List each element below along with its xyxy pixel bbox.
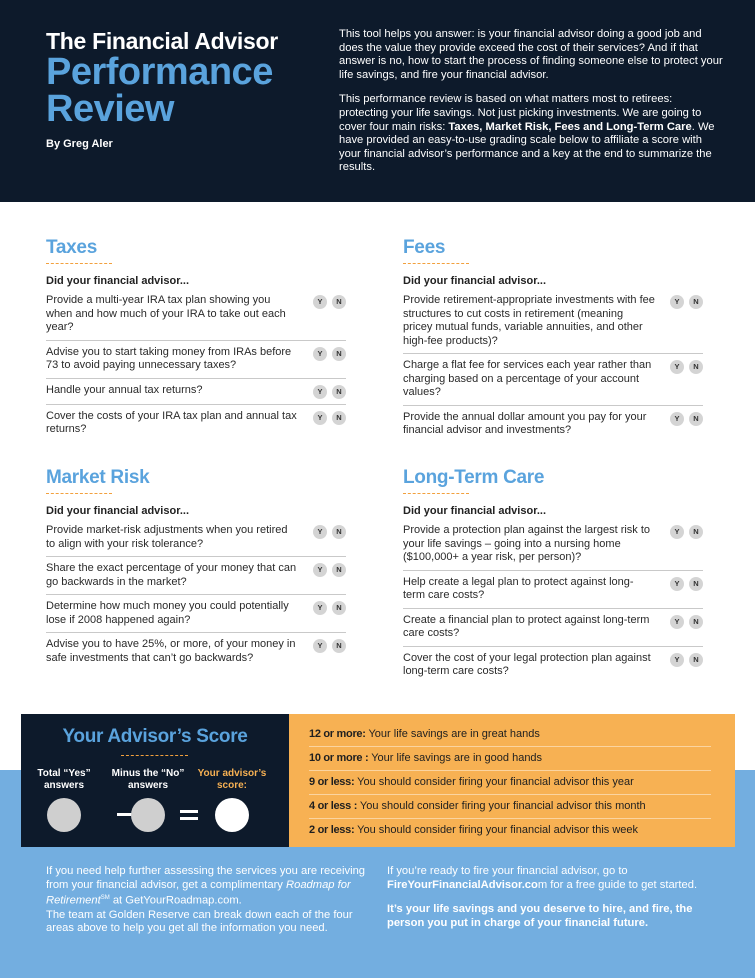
score-key (289, 714, 735, 847)
byline: By Greg Aler (46, 138, 113, 150)
question-row (46, 519, 346, 557)
yes-option[interactable]: Y (670, 615, 684, 629)
yes-option[interactable]: Y (670, 295, 684, 309)
yes-option[interactable]: Y (670, 412, 684, 426)
score-key-row (309, 747, 711, 771)
question-text: Share the exact percentage of your money that can go backwards in the market? (46, 562, 297, 588)
question-text: Provide market-risk adjustments when you retired to align with your risk tolerance? (46, 524, 288, 550)
yes-no-options (313, 601, 346, 615)
no-option[interactable]: N (689, 525, 703, 539)
score-range: 12 or more: (309, 728, 366, 740)
footer-right-p2 (387, 903, 727, 930)
score-meaning: You should consider firing your financial advisor this year (354, 776, 634, 788)
question-row (46, 633, 346, 670)
question-text: Provide a multi-year IRA tax plan showing you when and how much of your IRA to take out each year? (46, 294, 286, 333)
yes-no-options (670, 412, 703, 426)
section-title-rule (403, 493, 469, 494)
no-option[interactable]: N (332, 601, 346, 615)
no-option[interactable]: N (689, 412, 703, 426)
score-result-circle[interactable] (215, 798, 249, 832)
question-row (403, 571, 703, 609)
question-text: Provide a protection plan against the largest risk to your life savings – going into a nursing home ($100,000+ a year risk, per person)? (403, 524, 651, 563)
footer-right-text (387, 865, 727, 930)
footer-left-a: If you need help further assessing the services you are receiving from your financial advisor, get a complimentary (46, 865, 366, 891)
question-text: Cover the costs of your IRA tax plan and annual tax returns? (46, 409, 297, 435)
yes-no-options (670, 295, 703, 309)
question-row (46, 595, 346, 633)
yes-option[interactable]: Y (313, 601, 327, 615)
question-list (46, 519, 346, 670)
intro-p2-b: . We have provided an easy-to-use grading scale below to affiliate a score with your financial advisor’s performance and a key at the end to summarize the results. (339, 120, 715, 174)
section-fees (403, 237, 703, 443)
equals-sign-bottom (180, 817, 198, 820)
yes-option[interactable]: Y (670, 577, 684, 591)
score-panel (21, 714, 289, 847)
yes-option[interactable]: Y (670, 360, 684, 374)
yes-no-options (313, 639, 346, 653)
section-title-rule (403, 263, 469, 264)
footer-left-sm: SM (100, 895, 110, 902)
title-big-line2: Review (46, 88, 174, 130)
question-row (403, 519, 703, 571)
yes-option[interactable]: Y (313, 563, 327, 577)
footer-right-a: If you’re ready to fire your financial advisor, go to (387, 865, 628, 877)
section-taxes (46, 237, 346, 442)
question-text: Advise you to start taking money from IRAs before 73 to avoid paying unnecessary taxes? (46, 345, 292, 371)
no-option[interactable]: N (689, 615, 703, 629)
question-text: Handle your annual tax returns? (46, 383, 203, 396)
total-yes-label: Total “Yes” answers (37, 768, 91, 791)
no-option[interactable]: N (332, 347, 346, 361)
no-option[interactable]: N (332, 295, 346, 309)
intro-text (339, 28, 724, 175)
intro-p2-a: This performance review is based on what matters most to retirees: protecting your life savings. Not just picking investments. We are going to cover four main risks: (339, 93, 702, 133)
no-option[interactable]: N (332, 385, 346, 399)
question-row (403, 609, 703, 647)
question-text: Charge a flat fee for services each year rather than charging based on a percentage of your account values? (403, 359, 652, 398)
yes-no-options (670, 577, 703, 591)
score-range: 4 or less : (309, 800, 358, 812)
footer-right-bold: It’s your life savings and you deserve to hire, and fire, the person you put in charge of your financial future. (387, 903, 693, 929)
no-option[interactable]: N (689, 653, 703, 667)
no-option[interactable]: N (689, 360, 703, 374)
yes-no-options (670, 653, 703, 667)
title-big-line1: Performance (46, 51, 273, 93)
section-lead: Did your financial advisor... (403, 275, 547, 287)
yes-no-options (313, 525, 346, 539)
yes-no-options (313, 563, 346, 577)
question-text: Determine how much money you could potentially lose if 2008 happened again? (46, 600, 289, 626)
yes-option[interactable]: Y (313, 639, 327, 653)
website-link[interactable]: FireYourFinancialAdvisor.co (387, 878, 538, 891)
question-list (46, 289, 346, 442)
section-long-term-care (403, 467, 703, 684)
question-text: Cover the cost of your legal protection plan against long-term care costs? (403, 651, 651, 677)
footer-left-text (46, 865, 371, 936)
title-big (46, 51, 273, 130)
section-title: Fees (403, 237, 446, 258)
yes-option[interactable]: Y (313, 385, 327, 399)
question-row (46, 379, 346, 405)
intro-paragraph-2 (339, 93, 724, 175)
question-list (403, 289, 703, 443)
score-key-row (309, 723, 711, 747)
advisor-score-label: Your advisor’s score: (197, 768, 267, 791)
no-option[interactable]: N (332, 411, 346, 425)
footer-left-b: at GetYourRoadmap.com. (109, 894, 242, 907)
footer-right-b: m for a free guide to get started. (537, 878, 698, 891)
question-row (46, 405, 346, 442)
question-row (403, 289, 703, 354)
section-title: Taxes (46, 237, 97, 258)
question-row (46, 289, 346, 341)
footer-left-italic: Roadmap for Retirement (46, 878, 351, 907)
question-row (46, 341, 346, 379)
question-row (403, 354, 703, 406)
score-title-rule (121, 755, 188, 756)
intro-paragraph-1: This tool helps you answer: is your financial advisor doing a good job and does the value they provide exceed the cost of their services? And if that answer is no, how to start the process of finding someone else to protect your life savings, and fire your financial advisor. (339, 28, 723, 81)
section-title-rule (46, 263, 112, 264)
footer-right-p1 (387, 865, 727, 892)
score-key-row (309, 795, 711, 819)
section-market-risk (46, 467, 346, 670)
title-small: The Financial Advisor (46, 28, 278, 54)
section-lead: Did your financial advisor... (403, 505, 547, 517)
question-row (403, 406, 703, 443)
no-option[interactable]: N (689, 577, 703, 591)
question-text: Create a financial plan to protect against long-term care costs? (403, 613, 650, 639)
section-title: Market Risk (46, 467, 150, 488)
yes-no-options (313, 385, 346, 399)
no-option[interactable]: N (332, 563, 346, 577)
no-total-circle[interactable] (131, 798, 165, 832)
no-option[interactable]: N (332, 639, 346, 653)
yes-total-circle[interactable] (47, 798, 81, 832)
yes-option[interactable]: Y (313, 347, 327, 361)
header-banner (0, 0, 755, 202)
question-text: Advise you to have 25%, or more, of your money in safe investments that can’t go backwards? (46, 638, 296, 664)
yes-option[interactable]: Y (670, 653, 684, 667)
question-row (403, 647, 703, 684)
score-key-row (309, 771, 711, 795)
score-meaning: Your life savings are in great hands (365, 728, 540, 740)
yes-option[interactable]: Y (313, 411, 327, 425)
question-text: Help create a legal plan to protect against long-term care costs? (403, 575, 634, 601)
score-range: 10 or more : (309, 752, 369, 764)
yes-no-options (313, 295, 346, 309)
section-lead: Did your financial advisor... (46, 275, 190, 287)
yes-option[interactable]: Y (313, 525, 327, 539)
no-option[interactable]: N (332, 525, 346, 539)
yes-no-options (313, 411, 346, 425)
footer-left-c: The team at Golden Reserve can break down each of the four areas above to help you get all the information you need. (46, 908, 353, 935)
section-title: Long-Term Care (403, 467, 545, 488)
score-range: 2 or less: (309, 824, 355, 836)
yes-no-options (670, 615, 703, 629)
score-key-row (309, 819, 711, 842)
intro-p2-bold: Taxes, Market Risk, Fees and Long-Term Care (448, 120, 692, 133)
no-option[interactable]: N (689, 295, 703, 309)
score-meaning: You should consider firing your financial advisor this week (354, 824, 639, 836)
section-lead: Did your financial advisor... (46, 505, 190, 517)
yes-option[interactable]: Y (670, 525, 684, 539)
score-title: Your Advisor’s Score (62, 726, 248, 747)
section-title-rule (46, 493, 112, 494)
score-range: 9 or less: (309, 776, 355, 788)
question-text: Provide retirement-appropriate investments with fee structures to cut costs in retirement (meaning pricey mutual funds, variable annuities, and other high-fee products)? (403, 294, 655, 347)
yes-no-options (313, 347, 346, 361)
question-text: Provide the annual dollar amount you pay for your financial advisor and investments? (403, 410, 647, 436)
minus-no-label: Minus the “No” answers (111, 768, 185, 791)
yes-no-options (670, 525, 703, 539)
yes-no-options (670, 360, 703, 374)
score-meaning: You should consider firing your financial advisor this month (357, 800, 646, 812)
yes-option[interactable]: Y (313, 295, 327, 309)
question-row (46, 557, 346, 595)
score-meaning: Your life savings are in good hands (368, 752, 543, 764)
question-list (403, 519, 703, 684)
equals-sign-top (180, 810, 198, 813)
